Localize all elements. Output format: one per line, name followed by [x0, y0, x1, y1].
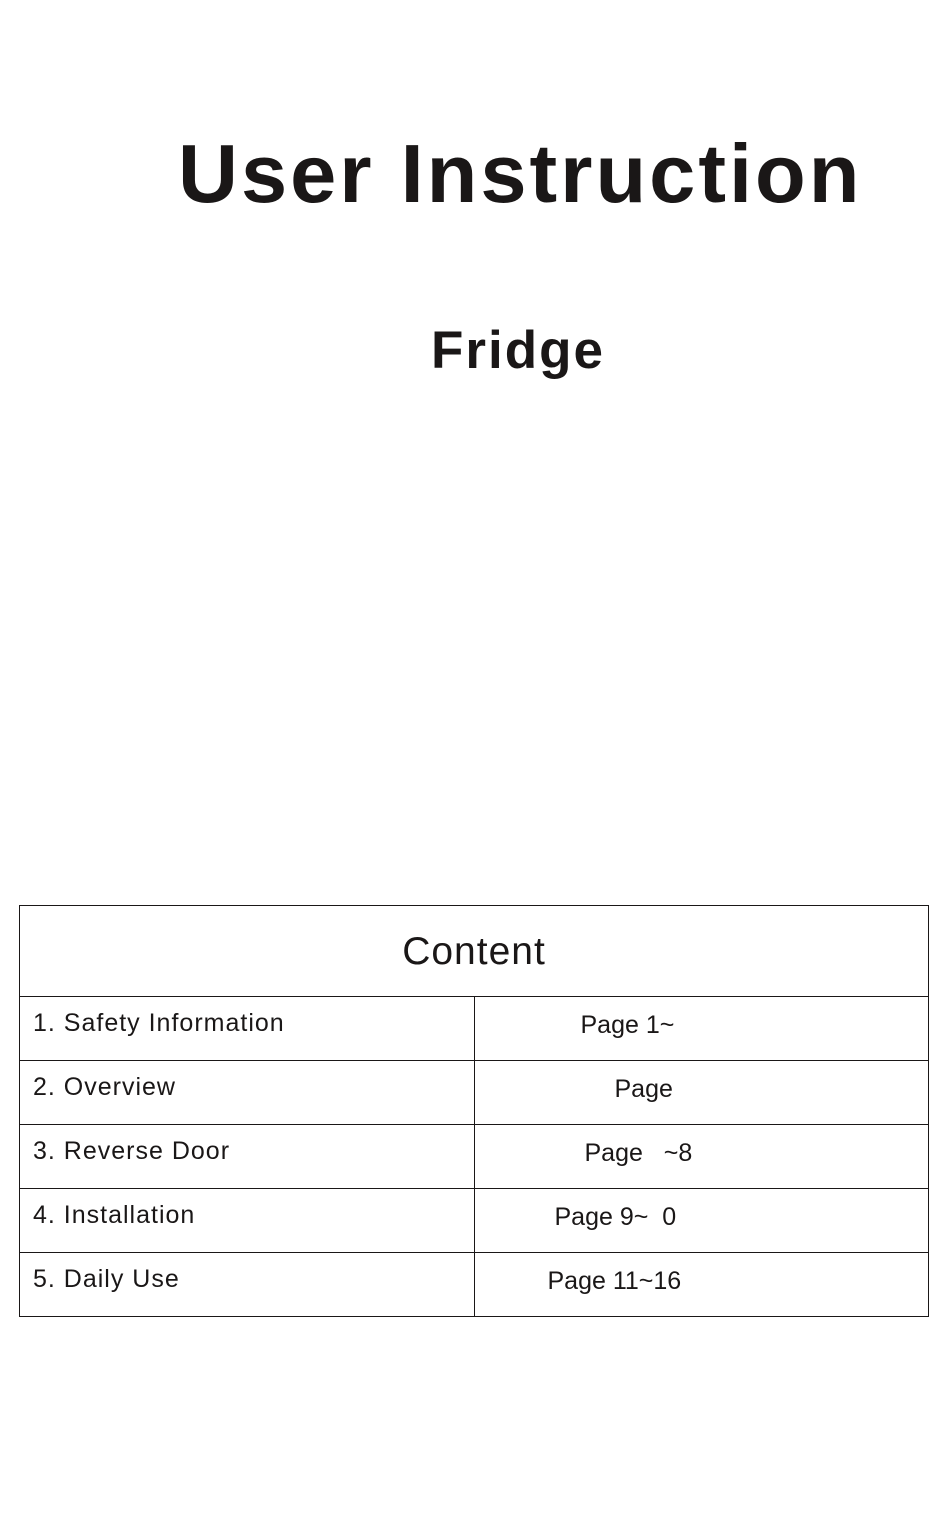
toc-item-label: 1. Safety Information	[20, 997, 475, 1061]
document-subtitle: Fridge	[431, 321, 605, 380]
toc-item-page: Page 11~16	[474, 1253, 929, 1317]
toc-item-page: Page 9~ 0	[474, 1189, 929, 1253]
table-row	[20, 1125, 929, 1189]
table-row	[20, 997, 929, 1061]
contents-table	[19, 905, 929, 1317]
table-row	[20, 1189, 929, 1253]
toc-item-page: Page 1~	[474, 997, 929, 1061]
contents-heading: Content	[20, 906, 929, 997]
contents-header-row	[20, 906, 929, 997]
toc-item-page: Page ~8	[474, 1125, 929, 1189]
toc-item-label: 4. Installation	[20, 1189, 475, 1253]
toc-item-page: Page	[474, 1061, 929, 1125]
toc-item-label: 2. Overview	[20, 1061, 475, 1125]
toc-item-label: 3. Reverse Door	[20, 1125, 475, 1189]
toc-item-label: 5. Daily Use	[20, 1253, 475, 1317]
document-title: User Instruction	[178, 127, 863, 220]
table-row	[20, 1253, 929, 1317]
table-row	[20, 1061, 929, 1125]
